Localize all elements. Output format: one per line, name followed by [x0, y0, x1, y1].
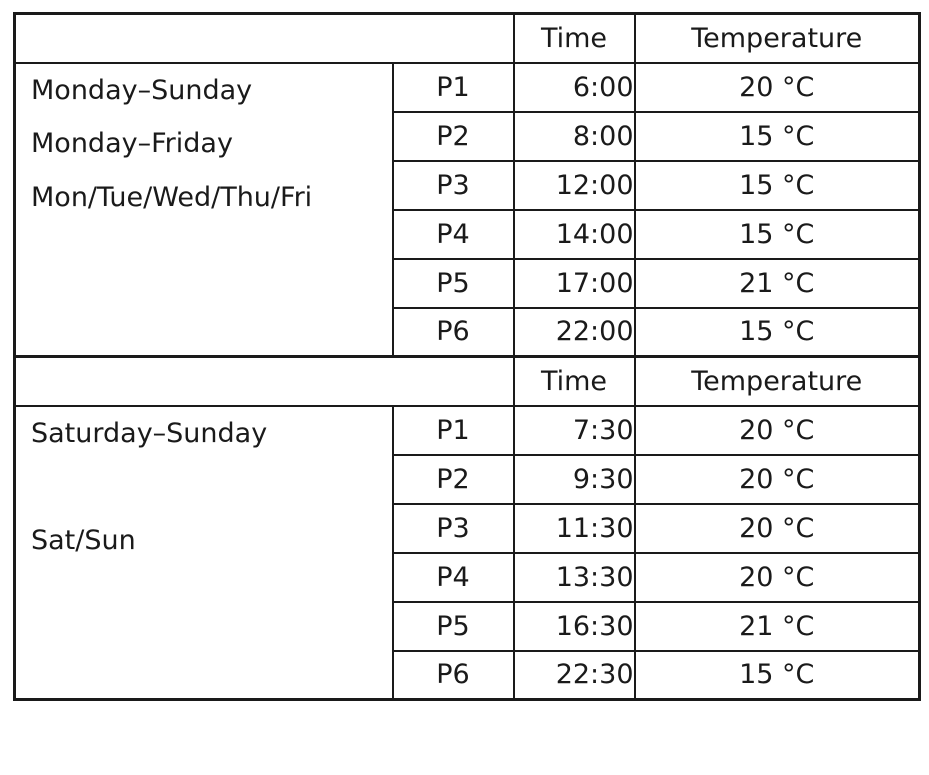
period-cell: P5	[393, 602, 514, 651]
day-label-saturday-sunday: Saturday–Sunday	[31, 417, 268, 449]
day-label-sat-sun: Sat/Sun	[31, 524, 136, 556]
time-cell: 6:00	[514, 63, 635, 112]
period-cell: P1	[393, 406, 514, 455]
temperature-cell: 15 °C	[635, 210, 920, 259]
temperature-cell: 15 °C	[635, 651, 920, 700]
table-row	[15, 406, 920, 455]
time-cell: 17:00	[514, 259, 635, 308]
temperature-column-header: Temperature	[635, 14, 920, 63]
time-cell: 13:30	[514, 553, 635, 602]
time-cell: 12:00	[514, 161, 635, 210]
period-cell: P2	[393, 112, 514, 161]
schedule-table	[13, 12, 921, 701]
time-cell: 22:00	[514, 308, 635, 357]
temperature-cell: 20 °C	[635, 553, 920, 602]
temperature-cell: 21 °C	[635, 602, 920, 651]
header-blank-cell	[15, 357, 514, 406]
day-label-monday-sunday: Monday–Sunday	[31, 74, 253, 106]
weekend-header-row	[15, 357, 920, 406]
time-column-header: Time	[514, 14, 635, 63]
period-cell: P6	[393, 651, 514, 700]
time-cell: 9:30	[514, 455, 635, 504]
period-cell: P3	[393, 504, 514, 553]
time-cell: 8:00	[514, 112, 635, 161]
temperature-cell: 15 °C	[635, 161, 920, 210]
temperature-cell: 20 °C	[635, 63, 920, 112]
weekday-days-cell	[15, 63, 393, 357]
time-cell: 16:30	[514, 602, 635, 651]
day-label-mon-tue-wed-thu-fri: Mon/Tue/Wed/Thu/Fri	[31, 181, 313, 213]
time-column-header: Time	[514, 357, 635, 406]
day-label-monday-friday: Monday–Friday	[31, 128, 233, 159]
time-cell: 22:30	[514, 651, 635, 700]
temperature-cell: 20 °C	[635, 406, 920, 455]
temperature-cell: 21 °C	[635, 259, 920, 308]
period-cell: P2	[393, 455, 514, 504]
temperature-cell: 20 °C	[635, 504, 920, 553]
period-cell: P4	[393, 210, 514, 259]
period-cell: P4	[393, 553, 514, 602]
temperature-cell: 20 °C	[635, 455, 920, 504]
time-cell: 14:00	[514, 210, 635, 259]
period-cell: P6	[393, 308, 514, 357]
temperature-cell: 15 °C	[635, 112, 920, 161]
temperature-cell: 15 °C	[635, 308, 920, 357]
header-blank-cell	[15, 14, 514, 63]
time-cell: 11:30	[514, 504, 635, 553]
period-cell: P5	[393, 259, 514, 308]
period-cell: P1	[393, 63, 514, 112]
weekend-days-cell	[15, 406, 393, 700]
weekday-header-row	[15, 14, 920, 63]
period-cell: P3	[393, 161, 514, 210]
table-row	[15, 63, 920, 112]
temperature-column-header: Temperature	[635, 357, 920, 406]
time-cell: 7:30	[514, 406, 635, 455]
